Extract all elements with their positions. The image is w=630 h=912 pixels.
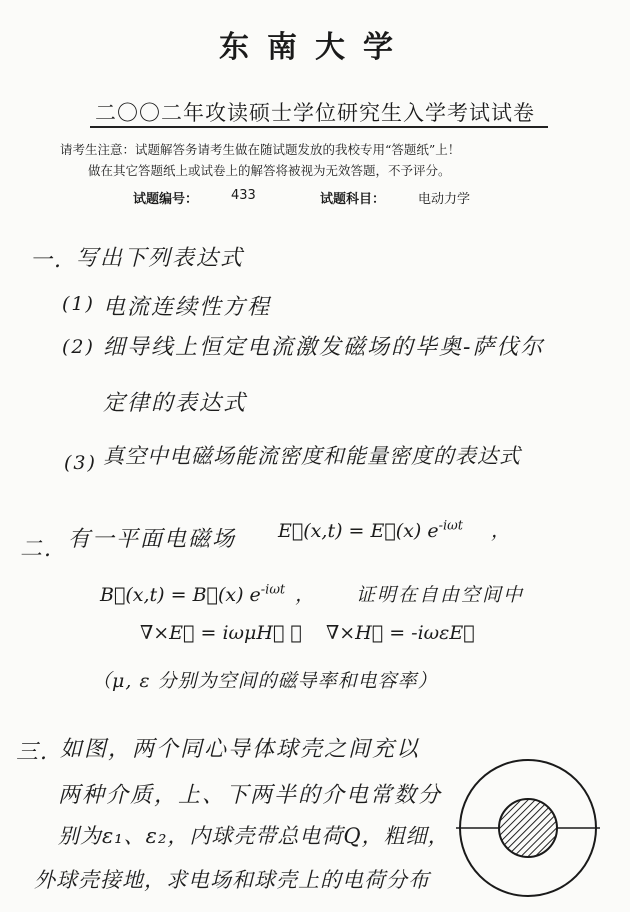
- exam-subject-value: 电动力学: [418, 192, 471, 207]
- q3-line4: 外球壳接地，求电场和球壳上的电荷分布: [34, 868, 430, 892]
- q2-proof-statement: 证明在自由空间中: [356, 584, 525, 606]
- q1-item2-line2: 定律的表达式: [103, 391, 248, 416]
- inner-shell: [499, 799, 557, 857]
- q1-prompt: 写出下列表达式: [76, 246, 245, 271]
- q2-equation-b: [100, 580, 314, 607]
- q2-maxwell-ampere: ∇×H⃗ = -iωεE⃗: [326, 622, 475, 644]
- notice-line-1: 请考生注意：试题解答务请考生做在随试题发放的我校专用“答题纸”上！: [60, 142, 461, 157]
- q1-item1-number: (1): [62, 293, 95, 315]
- q2-equation-b-base: B⃗(x,t) = B⃗(x) e: [100, 584, 261, 606]
- q1-item3: 真空中电磁场能流密度和能量密度的表达式: [103, 444, 521, 468]
- q2-number: 二.: [20, 537, 53, 562]
- q2-equation-b-exponent: -iωt: [260, 582, 286, 598]
- q1-item1: 电流连续性方程: [103, 295, 272, 320]
- q1-item3-number: (3): [64, 452, 97, 474]
- q2-equation-e-exponent: -iωt: [438, 518, 463, 534]
- q3-line2: 两种介质，上、下两半的介电常数分: [58, 783, 443, 808]
- exam-code-label: 试题编号：: [133, 192, 199, 207]
- q3-line1: 如图，两个同心导体球壳之间充以: [60, 737, 421, 762]
- q1-number: 一.: [30, 248, 63, 273]
- title-underline: [90, 126, 548, 128]
- q1-item2-line1: 细导线上恒定电流激发磁场的毕奥-萨伐尔: [103, 335, 545, 360]
- q3-number: 三.: [16, 740, 49, 765]
- q2-equation-e-base: E⃗(x,t) = E⃗(x) e: [278, 520, 439, 542]
- concentric-shells-figure: [448, 752, 608, 902]
- q1-item2-number: (2): [62, 336, 95, 358]
- university-name: 东南大学: [219, 30, 411, 65]
- exam-subject-label: 试题科目：: [320, 192, 386, 207]
- q3-line3: 别为ε₁、ε₂，内球壳带总电荷Q，粗细，: [58, 824, 450, 848]
- notice-line-2: 做在其它答题纸上或试卷上的解答将被视为无效答题，不予评分。: [88, 163, 451, 178]
- q2-equation-e-comma: ，: [490, 520, 510, 542]
- exam-code-value: 433: [231, 188, 256, 203]
- q2-equation-e: [278, 516, 510, 543]
- exam-title: 二〇〇二年攻读硕士学位研究生入学考试试卷: [95, 101, 535, 125]
- q2-intro: 有一平面电磁场: [68, 527, 237, 552]
- q2-note: （μ, ε 分别为空间的磁导率和电容率）: [92, 670, 438, 692]
- q2-equation-b-comma: ，: [295, 584, 315, 606]
- q2-maxwell-faraday: ∇×E⃗ = iωμH⃗ ，: [140, 622, 302, 644]
